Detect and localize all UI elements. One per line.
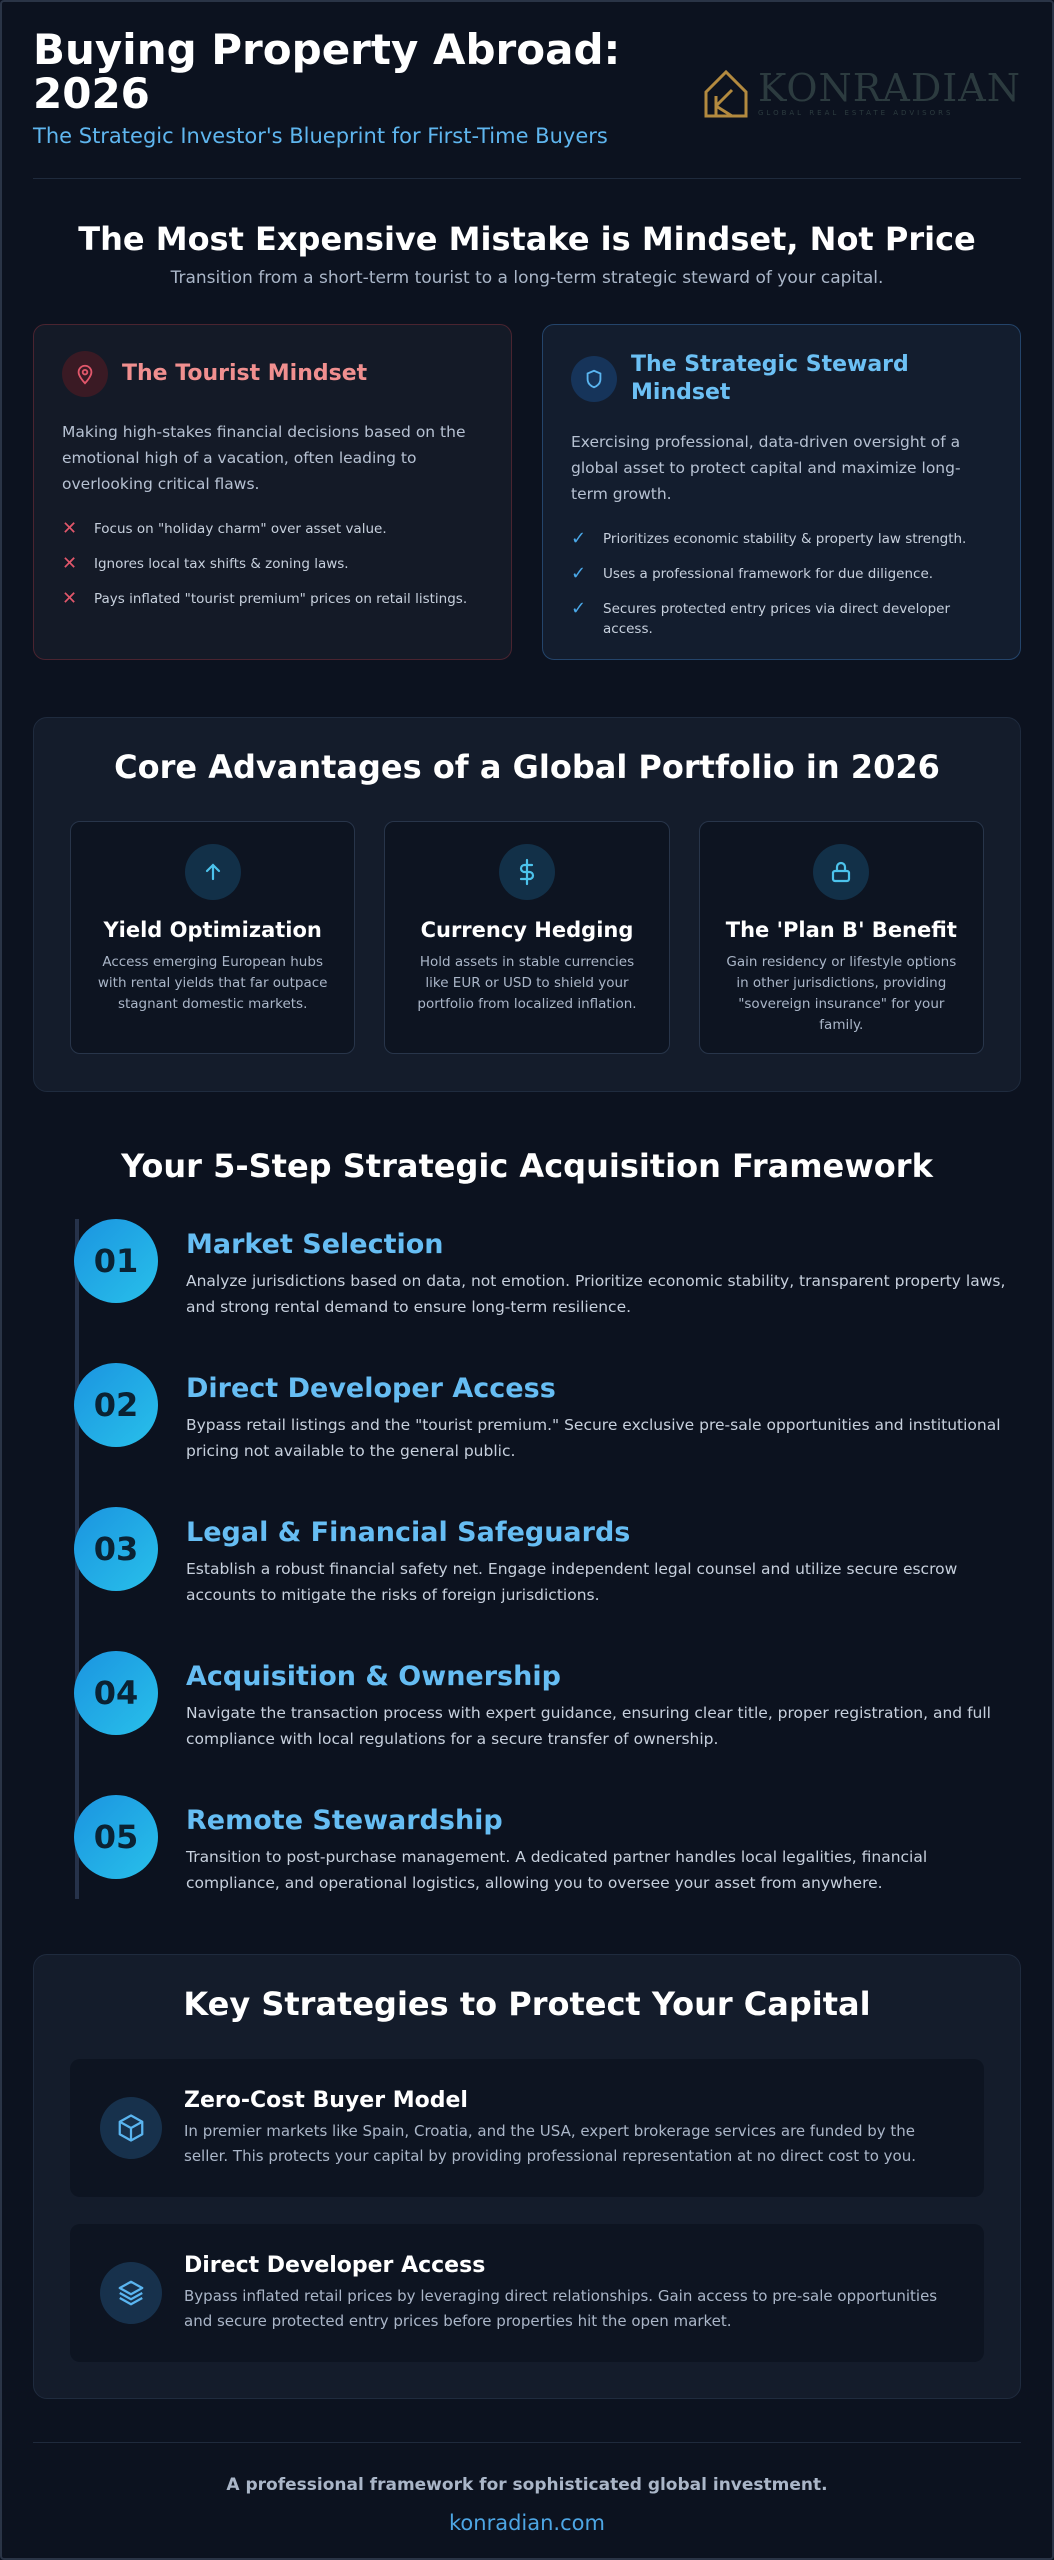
mindset-title: The Most Expensive Mistake is Mindset, Not Price [78,220,976,258]
logo-tagline: GLOBAL REAL ESTATE ADVISORS [758,109,954,117]
advantage-title: Currency Hedging [420,918,634,942]
step-title: Direct Developer Access [186,1373,556,1404]
list-item [62,589,483,609]
step-number: 04 [74,1651,158,1735]
step-description: Analyze jurisdictions based on data, not emotion. Prioritize economic stability, transparent property laws, and strong rental demand to ensure long-term resilience. [186,1272,1006,1316]
step-title: Legal & Financial Safeguards [186,1517,631,1548]
step-number: 03 [74,1507,158,1591]
strategy-title: Direct Developer Access [184,2252,486,2278]
footer-tagline: A professional framework for sophisticated global investment. [226,2475,828,2495]
step-description: Establish a robust financial safety net. Engage independent legal counsel and utilize secure escrow accounts to mitigate the risks of foreign jurisdictions. [186,1560,958,1604]
footer [33,2442,1021,2543]
tourist-mindset-card [33,324,512,660]
strategy-description: Bypass inflated retail prices by leveraging direct relationships. Gain access to pre-sale opportunities and secure protected entry prices before properties hit the open market. [184,2286,938,2330]
list-item [62,554,483,574]
framework-step [74,1363,1016,1464]
list-item-text: Uses a professional framework for due diligence. [603,566,934,582]
advantage-title: The 'Plan B' Benefit [725,918,957,942]
advantage-card-yield [70,821,355,1054]
advantages-section [33,717,1021,1092]
strategy-title: Zero-Cost Buyer Model [184,2087,468,2113]
x-mark-icon: ✕ [62,553,78,574]
mindset-comparison [33,324,1021,660]
map-pin-icon [62,351,108,397]
footer-website-link[interactable]: konradian.com [449,2511,605,2535]
list-item-text: Focus on "holiday charm" over asset value. [94,521,387,537]
mindset-section-heading [33,220,1021,288]
header [33,25,1021,179]
step-number: 05 [74,1795,158,1879]
konradian-logo [702,66,1021,120]
list-item-text: Secures protected entry prices via direct developer access. [603,601,951,637]
strategy-card [70,2059,984,2197]
house-logo-icon [702,66,750,120]
list-item [62,519,483,539]
tourist-mindset-list [62,519,483,609]
steward-mindset-list [571,529,992,639]
strategy-card [70,2224,984,2362]
step-number: 01 [74,1219,158,1303]
framework-step [74,1219,1016,1320]
framework-step [74,1795,1016,1896]
list-item [571,529,992,549]
advantage-card-currency [384,821,669,1054]
advantage-description: Hold assets in stable currencies like EUR or USD to shield your portfolio from localized inflation. [417,954,637,1012]
strategies-title: Key Strategies to Protect Your Capital [183,1985,871,2023]
check-icon: ✓ [571,598,587,619]
x-mark-icon: ✕ [62,518,78,539]
strategies-section [33,1954,1021,2399]
page-subtitle: The Strategic Investor's Blueprint for First-Time Buyers [33,124,608,148]
list-item [571,564,992,584]
page-title: Buying Property Abroad: 2026 [33,25,621,118]
arrow-up-icon [185,844,241,900]
step-description: Navigate the transaction process with expert guidance, ensuring clear title, proper registration, and full compliance with local regulations for a secure transfer of ownership. [186,1704,991,1748]
steward-mindset-description: Exercising professional, data-driven oversight of a global asset to protect capital and maximize long-term growth. [571,433,961,503]
advantage-card-plan-b [699,821,984,1054]
step-description: Bypass retail listings and the "tourist premium." Secure exclusive pre-sale opportunities and institutional pricing not available to the general public. [186,1416,1001,1460]
list-item-text: Ignores local tax shifts & zoning laws. [94,556,349,572]
framework-step [74,1651,1016,1752]
advantage-description: Access emerging European hubs with rental yields that far outpace stagnant domestic markets. [97,954,328,1012]
mindset-subtitle: Transition from a short-term tourist to a long-term strategic steward of your capital. [170,268,884,288]
step-description: Transition to post-purchase management. A dedicated partner handles local legalities, financial compliance, and operational logistics, allowing you to oversee your asset from anywhere. [186,1848,928,1892]
tourist-mindset-description: Making high-stakes financial decisions based on the emotional high of a vacation, often leading to overlooking critical flaws. [62,423,466,493]
step-title: Acquisition & Ownership [186,1661,561,1692]
lock-icon [813,844,869,900]
step-title: Remote Stewardship [186,1805,503,1836]
steward-mindset-title: The Strategic Steward Mindset [631,352,909,405]
framework-section [33,1147,1021,1907]
steward-mindset-card [542,324,1021,660]
dollar-icon [499,844,555,900]
tourist-mindset-title: The Tourist Mindset [122,361,368,386]
advantages-title: Core Advantages of a Global Portfolio in 2026 [114,748,940,786]
framework-step [74,1507,1016,1608]
framework-title: Your 5-Step Strategic Acquisition Framework [121,1147,933,1185]
list-item-text: Pays inflated "tourist premium" prices on retail listings. [94,591,468,607]
x-mark-icon: ✕ [62,588,78,609]
advantage-description: Gain residency or lifestyle options in other jurisdictions, providing "sovereign insurance" for your family. [726,954,957,1033]
advantage-title: Yield Optimization [103,918,322,942]
shield-icon [571,356,617,402]
check-icon: ✓ [571,563,587,584]
check-icon: ✓ [571,528,587,549]
list-item-text: Prioritizes economic stability & property law strength. [603,531,967,547]
step-number: 02 [74,1363,158,1447]
strategy-description: In premier markets like Spain, Croatia, and the USA, expert brokerage services are funded by the seller. This protects your capital by providing professional representation at no direct cost to you. [184,2121,916,2165]
layers-icon [100,2262,162,2324]
list-item [571,599,992,639]
step-title: Market Selection [186,1229,444,1260]
box-icon [100,2097,162,2159]
logo-name: KONRADIAN [758,66,1021,110]
